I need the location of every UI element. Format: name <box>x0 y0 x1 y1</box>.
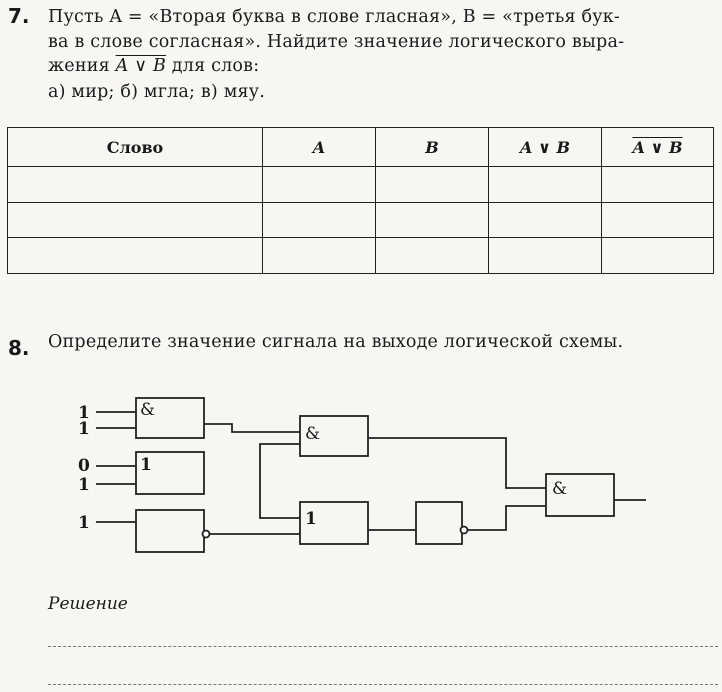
table-cell[interactable] <box>489 202 602 238</box>
input-value: 1 <box>78 403 90 423</box>
table-cell[interactable] <box>8 202 263 238</box>
gate-not-2 <box>416 502 462 544</box>
header-b: B <box>376 128 489 167</box>
table-cell[interactable] <box>376 167 489 203</box>
table-cell[interactable] <box>602 238 714 274</box>
gate-label: 1 <box>305 509 317 529</box>
table-cell[interactable] <box>8 167 263 203</box>
table-row <box>8 238 714 274</box>
table-cell[interactable] <box>602 167 714 203</box>
task7-line2: ва в слове согласная». Найдите значение логического выра- <box>48 32 625 52</box>
task7-words: а) мир; б) мгла; в) мяу. <box>48 82 266 102</box>
input-value: 0 <box>78 456 90 476</box>
answer-line[interactable] <box>48 684 718 685</box>
task7-line3-suffix: для слов: <box>171 56 260 76</box>
truth-table <box>7 127 714 274</box>
table-cell[interactable] <box>602 202 714 238</box>
gate-label: & <box>140 400 156 420</box>
table-row <box>8 202 714 238</box>
inversion-bubble <box>461 527 468 534</box>
header-not-a-or-b-text: A ∨ B <box>632 137 683 157</box>
task7-line3-prefix: жения <box>48 56 110 76</box>
table-header-row <box>8 128 714 167</box>
gate-not-1 <box>136 510 204 552</box>
input-value: 1 <box>78 419 90 439</box>
task8-text: Определите значение сигнала на выходе логической схемы. <box>48 332 624 352</box>
header-not-a-or-b <box>602 128 714 167</box>
task7-expression: A ∨ B <box>115 56 167 76</box>
table-cell[interactable] <box>376 238 489 274</box>
solution-label: Решение <box>48 594 128 614</box>
header-a-or-b: A ∨ B <box>489 128 602 167</box>
table-cell[interactable] <box>263 238 376 274</box>
gate-label: & <box>305 424 321 444</box>
gate-label: 1 <box>140 455 152 475</box>
header-a: A <box>263 128 376 167</box>
inversion-bubble <box>203 531 210 538</box>
table-cell[interactable] <box>489 238 602 274</box>
header-word: Слово <box>8 128 263 167</box>
table-row <box>8 167 714 203</box>
task8-number: 8. <box>8 336 30 360</box>
task7-line1: Пусть A = «Вторая буква в слове гласная», B = «третья бук- <box>48 7 621 27</box>
table-cell[interactable] <box>263 167 376 203</box>
logic-circuit-diagram <box>0 380 722 580</box>
table-cell[interactable] <box>8 238 263 274</box>
task7-line3 <box>48 56 259 76</box>
table-cell[interactable] <box>376 202 489 238</box>
gate-label: & <box>552 479 568 499</box>
table-cell[interactable] <box>263 202 376 238</box>
task7-number: 7. <box>8 4 30 28</box>
input-value: 1 <box>78 513 90 533</box>
table-cell[interactable] <box>489 167 602 203</box>
input-value: 1 <box>78 475 90 495</box>
answer-line[interactable] <box>48 646 718 647</box>
